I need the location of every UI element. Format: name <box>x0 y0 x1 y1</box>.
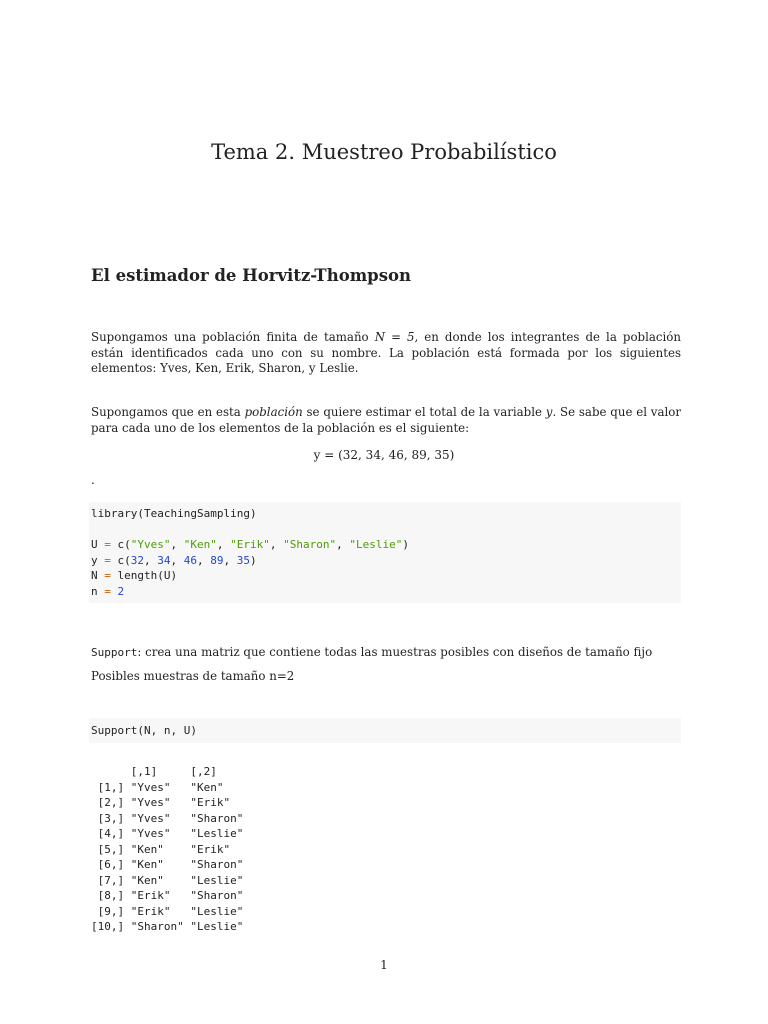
code-operator: = <box>104 538 111 551</box>
code-token: c( <box>110 553 131 567</box>
document-title: Tema 2. Muestreo Probabilístico <box>211 140 557 164</box>
emphasis-poblacion: población <box>244 405 303 419</box>
paragraph-text: Supongamos una población finita de tamaño <box>91 330 375 344</box>
support-output <box>91 764 243 935</box>
code-token: c( <box>110 538 131 551</box>
output-row: [6,] "Ken" "Sharon" <box>91 858 244 871</box>
support-description <box>91 645 652 659</box>
code-number: 32 <box>130 553 144 567</box>
code-line-library: library(TeachingSampling) <box>91 507 257 520</box>
support-description-text: : crea una matriz que contiene todas las muestras posibles con diseños de tamaño fijo <box>137 645 653 659</box>
output-row: [5,] "Ken" "Erik" <box>91 842 231 856</box>
paragraph-text: , en donde los integrantes de la población están identificados cada uno con su nombre. La población está formada por los siguientes elementos: Yves, Ken, Erik, Sharon, y Leslie. <box>91 330 681 375</box>
paragraph-text: Supongamos que en esta <box>91 405 245 419</box>
code-sep: , <box>197 553 211 567</box>
code-operator: = <box>104 553 111 567</box>
code-number: 34 <box>157 553 171 567</box>
code-token: y <box>91 553 105 567</box>
paragraph-text: . Se sabe que el valor para cada uno de los elementos de la población es el siguiente: <box>91 405 682 435</box>
paragraph-text: se quiere estimar el total de la variable <box>302 405 546 419</box>
code-string: "Yves" <box>130 538 171 551</box>
code-operator: = <box>104 584 111 598</box>
code-sep: , <box>336 538 350 551</box>
code-token: ) <box>402 538 409 551</box>
code-number: 35 <box>236 553 250 567</box>
code-number: 46 <box>183 553 197 567</box>
code-token: U <box>91 538 105 551</box>
code-string: "Leslie" <box>349 538 403 551</box>
code-token: N <box>91 569 105 582</box>
code-sep: , <box>170 538 184 551</box>
page-number: 1 <box>380 958 388 972</box>
output-row: [3,] "Yves" "Sharon" <box>91 811 244 825</box>
output-row: [4,] "Yves" "Leslie" <box>91 827 244 840</box>
math-var-y: y <box>545 405 553 419</box>
code-line-support-call: Support(N, n, U) <box>91 724 197 737</box>
stray-dot: . <box>91 473 95 487</box>
output-row: [1,] "Yves" "Ken" <box>91 780 224 794</box>
section-heading: El estimador de Horvitz-Thompson <box>91 266 411 285</box>
code-sep: , <box>170 553 184 567</box>
posibles-muestras-text: Posibles muestras de tamaño n=2 <box>91 669 295 683</box>
code-number: 89 <box>210 553 224 567</box>
code-line-u <box>91 537 681 553</box>
code-operator: = <box>104 569 111 582</box>
output-row: [7,] "Ken" "Leslie" <box>91 873 244 887</box>
code-line-n-lower <box>91 584 681 600</box>
code-sep: , <box>216 538 231 551</box>
code-block-setup <box>89 502 681 603</box>
code-line-n-upper <box>91 568 681 584</box>
code-line-y <box>91 553 681 569</box>
output-row: [9,] "Erik" "Leslie" <box>91 904 244 918</box>
code-token: ) <box>250 553 257 567</box>
paragraph-population <box>91 330 681 377</box>
equation-y-values: y = (32, 34, 46, 89, 35) <box>313 448 455 462</box>
code-string: "Ken" <box>183 538 217 551</box>
code-sep: , <box>269 538 284 551</box>
code-sep: , <box>144 553 158 567</box>
output-row: [10,] "Sharon" "Leslie" <box>91 920 244 933</box>
code-token: n <box>91 584 105 598</box>
output-row: [2,] "Yves" "Erik" <box>91 796 231 809</box>
code-string: "Sharon" <box>283 538 337 551</box>
code-string: "Erik" <box>230 538 270 551</box>
output-header: [,1] [,2] <box>91 765 217 778</box>
code-line-blank <box>91 522 681 538</box>
output-row: [8,] "Erik" "Sharon" <box>91 889 244 902</box>
code-token: length(U) <box>110 569 178 582</box>
paragraph-variable <box>91 405 681 436</box>
inline-code-support: Support <box>91 646 138 659</box>
math-n-equals-5: N = 5 <box>374 330 415 344</box>
code-number: 2 <box>117 584 125 598</box>
code-block-support <box>89 718 681 743</box>
code-sep: , <box>223 553 237 567</box>
